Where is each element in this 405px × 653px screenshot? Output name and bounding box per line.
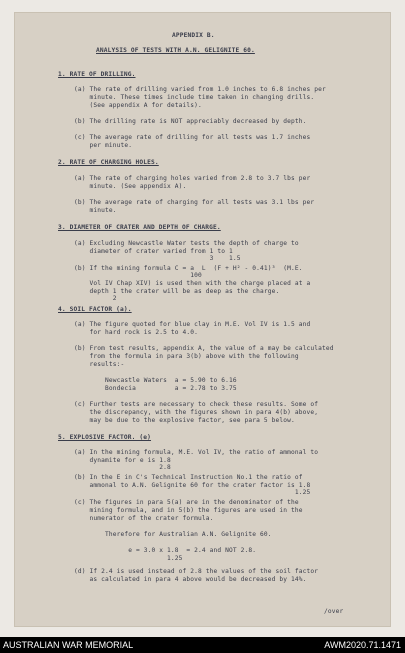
section-4-heading: 4. SOIL FACTOR (a). bbox=[58, 306, 132, 313]
section-5-formula-denominator: 1.25 bbox=[74, 555, 183, 562]
section-5d-line-1: (d) If 2.4 is used instead of 2.8 the values of the soil factor bbox=[74, 568, 319, 575]
section-2a-line-1: (a) The rate of charging holes varied from 2.8 to 3.7 lbs per bbox=[74, 175, 311, 182]
section-4c-line-1: (c) Further tests are necessary to check these results. Some of bbox=[74, 401, 319, 408]
section-3b-line-4: depth 1 the crater will be as deep as the charge. bbox=[74, 288, 280, 295]
section-3b-line-5: 2 bbox=[74, 295, 117, 302]
section-4c-line-3: may be due to the explosive factor, see para 5 below. bbox=[74, 417, 295, 424]
section-4a-line-1: (a) The figure quoted for blue clay in M.E. Vol IV is 1.5 and bbox=[74, 321, 311, 328]
section-3b-line-3: Vol IV Chap XIV) is used then with the charge placed at a bbox=[74, 280, 311, 287]
section-5-heading: 5. EXPLOSIVE FACTOR. (e) bbox=[58, 434, 152, 441]
section-2a-line-2: minute. (See appendix A). bbox=[74, 183, 187, 190]
section-5c-line-2: mining formula, and in 5(b) the figures are used in the bbox=[74, 507, 303, 514]
section-2b-line-2: minute. bbox=[74, 207, 117, 214]
section-5b-line-3: 1.25 bbox=[74, 489, 311, 496]
section-1a-line-1: (a) The rate of drilling varied from 1.0 inches to 6.8 inches per bbox=[74, 86, 326, 93]
section-5-therefore: Therefore for Australian A.N. Gelignite 60. bbox=[74, 531, 272, 538]
section-4-result-newcastle: Newcastle Waters a = 5.90 to 6.16 bbox=[74, 377, 237, 384]
document-title: ANALYSIS OF TESTS WITH A.N. GELIGNITE 60. bbox=[96, 47, 255, 54]
section-4a-line-2: for hard rock is 2.5 to 4.0. bbox=[74, 329, 199, 336]
section-1b-line-1: (b) The drilling rate is NOT appreciably decreased by depth. bbox=[74, 118, 307, 125]
section-1-heading: 1. RATE OF DRILLING. bbox=[58, 71, 136, 78]
section-5b-line-2: ammonal to A.N. Gelignite 60 for the crater factor is 1.8 bbox=[74, 482, 311, 489]
section-2-heading: 2. RATE OF CHARGING HOLES. bbox=[58, 159, 159, 166]
section-5a-line-2: dynamite for e is 1.8 bbox=[74, 457, 171, 464]
section-3a-line-1: (a) Excluding Newcastle Water tests the depth of charge to bbox=[74, 240, 299, 247]
section-1a-line-2: minute. These times include time taken in changing drills. bbox=[74, 94, 315, 101]
section-5a-line-3: 2.8 bbox=[74, 464, 171, 471]
section-5a-line-1: (a) In the mining formula, M.E. Vol IV, the ratio of ammonal to bbox=[74, 449, 319, 456]
footer-accession-number: AWM2020.71.1471 bbox=[324, 640, 401, 650]
section-3-heading: 3. DIAMETER OF CRATER AND DEPTH OF CHARGE. bbox=[58, 224, 221, 231]
section-3b-line-2: 100 bbox=[74, 272, 202, 279]
appendix-label: APPENDIX B. bbox=[172, 32, 215, 39]
section-4b-line-3: results:- bbox=[74, 361, 125, 368]
section-4-result-bondecia: Bondecia a = 2.78 to 3.75 bbox=[74, 385, 237, 392]
section-1c-line-1: (c) The average rate of drilling for all tests was 1.7 inches bbox=[74, 134, 311, 141]
footer-bar bbox=[0, 637, 405, 653]
section-4b-line-1: (b) From test results, appendix A, the value of a may be calculated bbox=[74, 345, 334, 352]
section-5-formula: e = 3.0 x 1.8 = 2.4 and NOT 2.8. bbox=[74, 547, 257, 554]
section-3b-line-1: (b) If the mining formula C = a L (F + H² - 0.41)³ (M.E. bbox=[74, 265, 303, 272]
section-5c-line-1: (c) The figures in para 5(a) are in the denominator of the bbox=[74, 499, 299, 506]
section-3a-line-2: diameter of crater varied from 1 to 1 bbox=[74, 248, 233, 255]
section-4c-line-2: the discrepancy, with the figures shown in para 4(b) above, bbox=[74, 409, 319, 416]
over-marker: /over bbox=[324, 608, 344, 615]
document-page bbox=[14, 12, 391, 627]
section-3a-line-3: 3 1.5 bbox=[74, 255, 241, 262]
section-1a-line-3: (See appendix A for details). bbox=[74, 102, 202, 109]
section-5b-line-1: (b) In the E in C's Technical Instruction No.1 the ratio of bbox=[74, 474, 303, 481]
section-5c-line-3: numerator of the crater formula. bbox=[74, 515, 214, 522]
section-1c-line-2: per minute. bbox=[74, 142, 133, 149]
section-2b-line-1: (b) The average rate of charging for all tests was 3.1 lbs per bbox=[74, 199, 315, 206]
section-5d-line-2: as calculated in para 4 above would be decreased by 14%. bbox=[74, 576, 307, 583]
footer-institution: AUSTRALIAN WAR MEMORIAL bbox=[3, 640, 134, 650]
section-4b-line-2: from the formula in para 3(b) above with the following bbox=[74, 353, 299, 360]
